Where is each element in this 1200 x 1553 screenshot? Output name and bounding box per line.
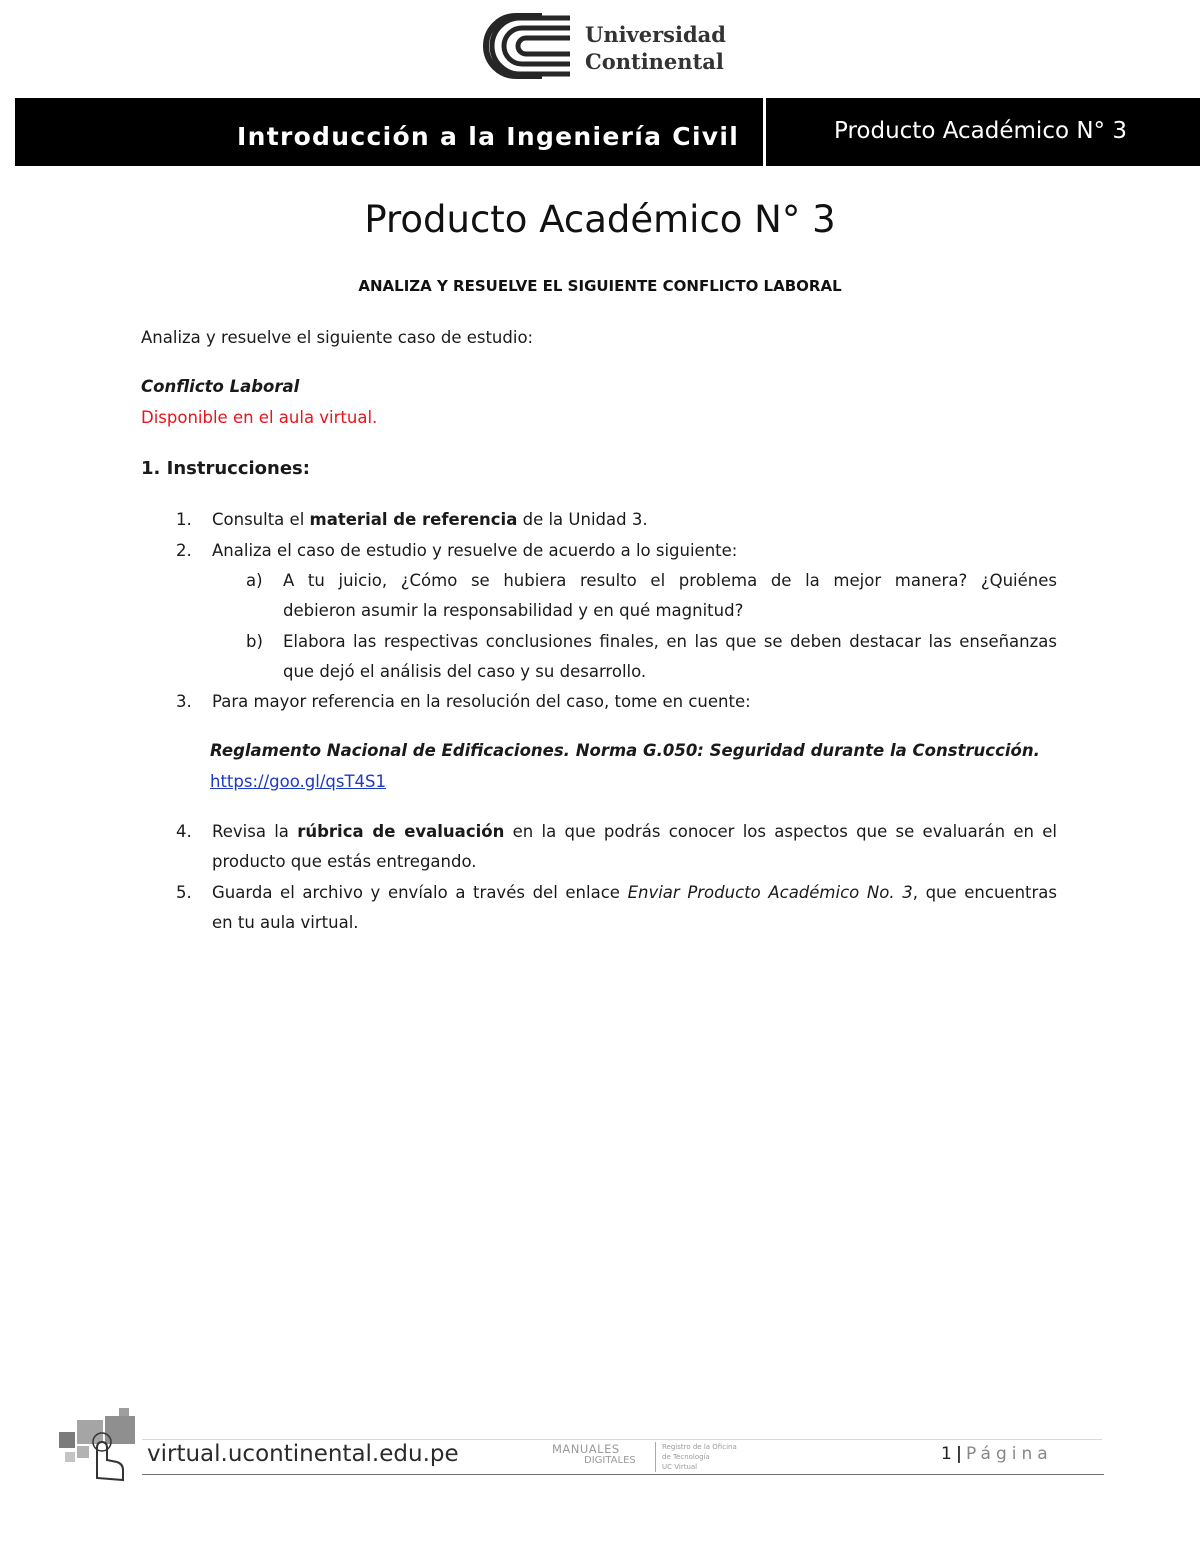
university-name (585, 21, 726, 75)
list-item-text: Revisa la (212, 822, 298, 841)
badge-right-line1: Registro de la Oficina (662, 1443, 737, 1451)
course-title: Introducción a la Ingeniería Civil (237, 122, 740, 151)
list-item (212, 878, 1057, 938)
badge-right-line2: de Tecnología (662, 1453, 710, 1461)
list-item-text: en tu aula virtual. (212, 913, 359, 932)
list-item-text: Guarda el archivo y envíalo a través del enlace (212, 883, 628, 902)
list-item-text: Consulta el (212, 510, 310, 529)
list-item-text: de la Unidad 3. (517, 510, 648, 529)
list-item-italic: Enviar Producto Académico No. 3 (627, 883, 913, 902)
sublist-letter: a) (246, 571, 263, 590)
sublist-item-text: Elabora las respectivas conclusiones finales, en las que se deben destacar las enseñanzas (283, 632, 1057, 651)
intro-text: Analiza y resuelve el siguiente caso de estudio: (141, 328, 534, 347)
list-item-bold: material de referencia (309, 510, 518, 529)
reference-link[interactable]: https://goo.gl/qsT4S1 (210, 772, 386, 791)
list-item-text: producto que estás entregando. (212, 852, 477, 871)
logo-line2: Continental (585, 49, 724, 74)
sublist-item (283, 627, 1057, 687)
list-number: 3. (176, 692, 192, 711)
sublist-item-text: A tu juicio, ¿Cómo se hubiera resulto el problema de la mejor manera? ¿Quiénes (283, 571, 1057, 590)
list-item-bold: rúbrica de evaluación (297, 822, 505, 841)
list-item-text: Analiza el caso de estudio y resuelve de acuerdo a lo siguiente: (212, 541, 738, 560)
case-availability-note: Disponible en el aula virtual. (141, 408, 378, 427)
course-banner (15, 98, 763, 166)
list-item-text: Para mayor referencia en la resolución del caso, tome en cuente: (212, 692, 751, 711)
page-label: Página (966, 1444, 1053, 1464)
list-item (212, 817, 1057, 877)
list-item (212, 536, 737, 566)
list-item-text: en la que podrás conocer los aspectos que se evaluarán en el (504, 822, 1058, 841)
badge-right-line3: UC Virtual (662, 1463, 698, 1471)
reference-title: Reglamento Nacional de Edificaciones. Norma G.050: Seguridad durante la Construcción. (210, 741, 1040, 760)
list-number: 1. (176, 510, 192, 529)
list-item (212, 505, 648, 535)
university-logo (482, 12, 726, 82)
sublist-item-text: que dejó el análisis del caso y su desarrollo. (283, 662, 647, 681)
badge-separator (655, 1442, 656, 1472)
case-title: Conflicto Laboral (141, 377, 300, 396)
page-separator: | (955, 1444, 963, 1464)
logo-line1: Universidad (585, 22, 726, 47)
badge-line2: DIGITALES (584, 1455, 636, 1466)
list-number: 5. (176, 883, 192, 902)
list-number: 2. (176, 541, 192, 560)
sublist-item-text: debieron asumir la responsabilidad y en qué magnitud? (283, 601, 744, 620)
list-item-text: , que encuentras (912, 883, 1057, 902)
footer-url: virtual.ucontinental.edu.pe (147, 1441, 459, 1467)
product-banner (766, 98, 1200, 166)
page-subtitle: ANALIZA Y RESUELVE EL SIGUIENTE CONFLICTO LABORAL (358, 277, 842, 295)
list-item (212, 687, 751, 717)
list-number: 4. (176, 822, 192, 841)
section-heading: 1. Instrucciones: (141, 458, 310, 479)
page-title: Producto Académico N° 3 (364, 198, 836, 241)
sublist-letter: b) (246, 632, 263, 651)
sublist-item (283, 566, 1057, 626)
digital-manuals-badge (552, 1440, 747, 1474)
badge-line1: MANUALES (552, 1442, 620, 1456)
page-indicator (941, 1444, 1053, 1464)
footer-divider (142, 1474, 1104, 1475)
product-label: Producto Académico N° 3 (834, 118, 1128, 144)
university-emblem-icon (482, 12, 574, 80)
virtual-campus-icon (57, 1408, 143, 1484)
page-number: 1 (941, 1444, 952, 1464)
